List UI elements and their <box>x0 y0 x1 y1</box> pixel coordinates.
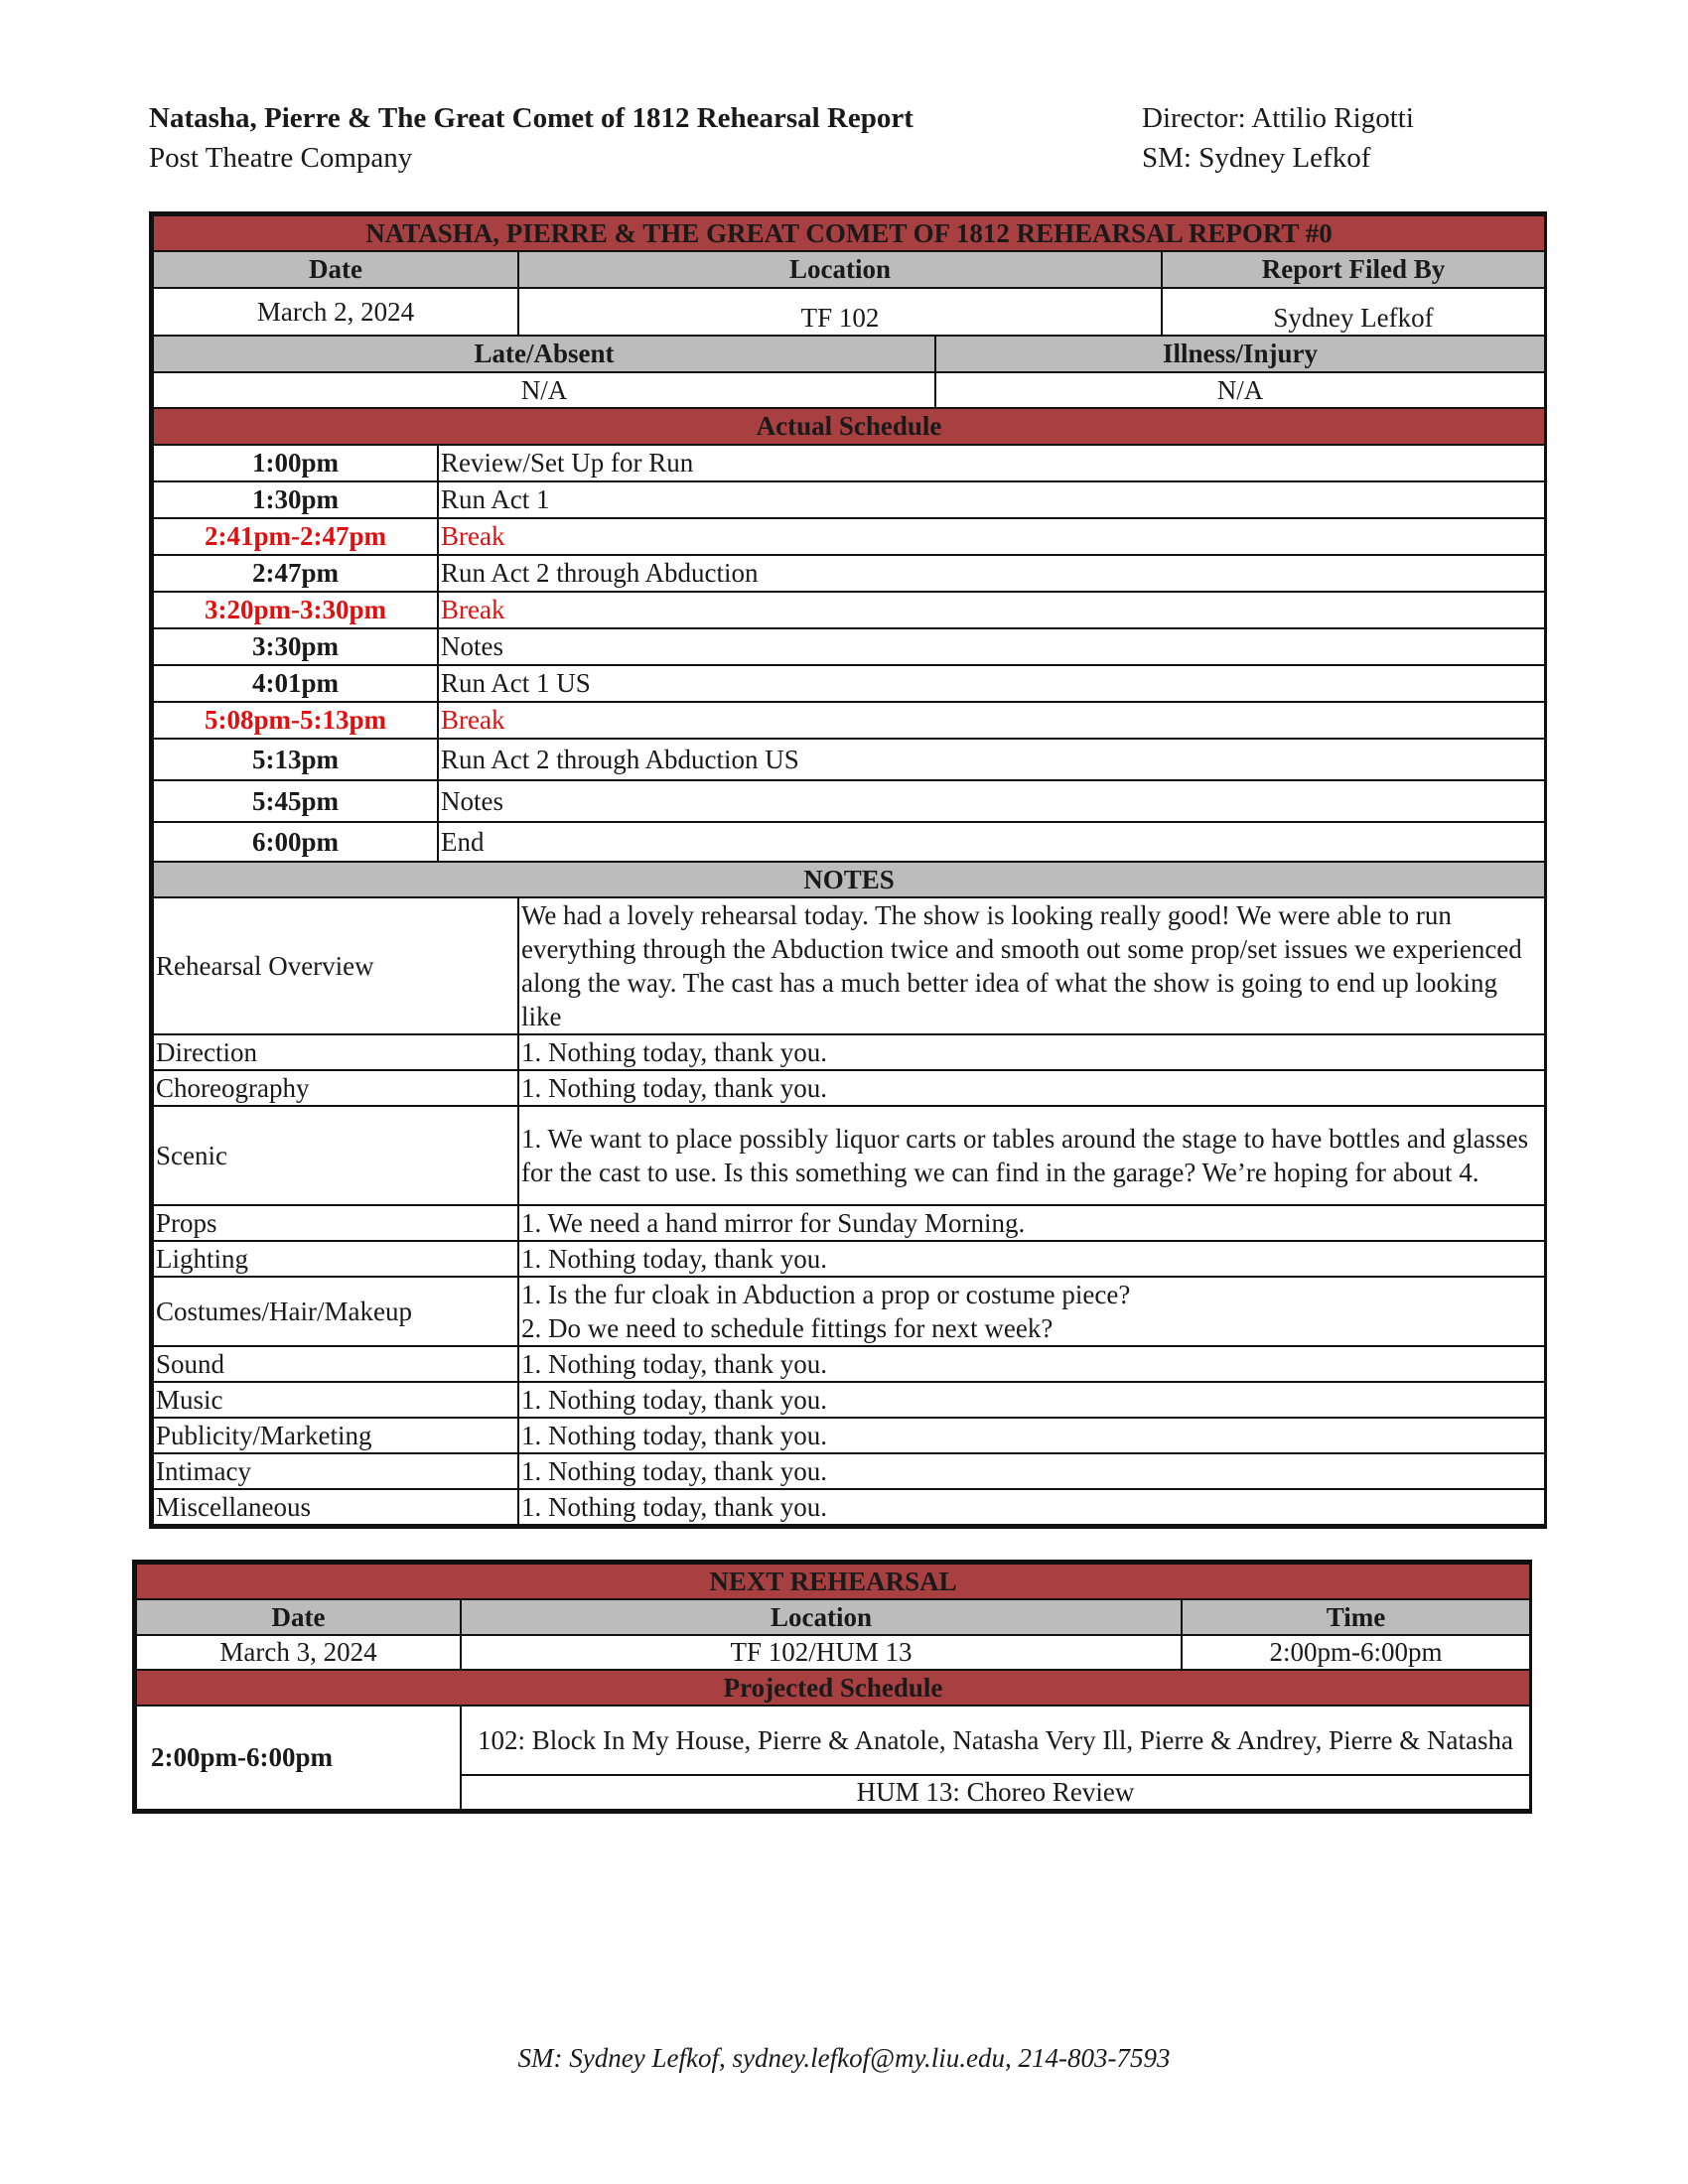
report-filed-by: Sydney Lefkof <box>1162 288 1545 336</box>
schedule-rows <box>153 445 1545 862</box>
illness-injury-header: Illness/Injury <box>935 336 1545 372</box>
notes-row <box>153 1241 1545 1277</box>
schedule-activity: Review/Set Up for Run <box>438 445 1545 481</box>
schedule-activity: Notes <box>438 780 1545 822</box>
notes-row <box>153 1205 1545 1241</box>
schedule-activity: Break <box>438 702 1545 739</box>
next-location-header: Location <box>461 1599 1182 1635</box>
schedule-time: 3:30pm <box>153 628 438 665</box>
notes-text <box>518 1106 1545 1205</box>
notes-row <box>153 1418 1545 1453</box>
schedule-time: 5:13pm <box>153 739 438 780</box>
notes-line: 1. Nothing today, thank you. <box>521 1492 827 1522</box>
notes-department: Costumes/Hair/Makeup <box>153 1277 518 1346</box>
notes-department: Scenic <box>153 1106 518 1205</box>
schedule-activity: End <box>438 822 1545 862</box>
notes-department: Lighting <box>153 1241 518 1277</box>
schedule-time: 1:30pm <box>153 481 438 518</box>
notes-line: 1. Nothing today, thank you. <box>521 1073 827 1103</box>
schedule-row <box>153 780 1545 822</box>
notes-text <box>518 1070 1545 1106</box>
notes-department: Publicity/Marketing <box>153 1418 518 1453</box>
notes-row <box>153 1070 1545 1106</box>
notes-text <box>518 1382 1545 1418</box>
date-header: Date <box>153 251 518 288</box>
notes-line: 1. Nothing today, thank you. <box>521 1456 827 1486</box>
notes-line: 1. We want to place possibly liquor carts or tables around the stage to have bottles and glasses for the cast to use. Is this something we can find in the garage? We’re hoping for about 4. <box>521 1124 1529 1187</box>
notes-line: 1. Nothing today, thank you. <box>521 1037 827 1067</box>
schedule-row <box>153 555 1545 592</box>
schedule-row <box>153 739 1545 780</box>
notes-rows <box>153 897 1545 1525</box>
notes-text <box>518 1034 1545 1070</box>
schedule-activity: Run Act 2 through Abduction <box>438 555 1545 592</box>
schedule-time: 5:08pm-5:13pm <box>153 702 438 739</box>
projected-time: 2:00pm-6:00pm <box>136 1706 461 1810</box>
notes-row <box>153 1277 1545 1346</box>
notes-row <box>153 1106 1545 1205</box>
notes-row <box>153 897 1545 1034</box>
director-name: Director: Attilio Rigotti <box>1142 102 1414 134</box>
schedule-activity: Run Act 2 through Abduction US <box>438 739 1545 780</box>
notes-row <box>153 1489 1545 1525</box>
actual-schedule-header: Actual Schedule <box>153 408 1545 445</box>
notes-line: 1. Nothing today, thank you. <box>521 1349 827 1379</box>
notes-row <box>153 1382 1545 1418</box>
schedule-activity: Notes <box>438 628 1545 665</box>
notes-line: 1. Is the fur cloak in Abduction a prop or costume piece? <box>521 1280 1131 1309</box>
filed-by-header: Report Filed By <box>1162 251 1545 288</box>
schedule-row <box>153 822 1545 862</box>
notes-text <box>518 1205 1545 1241</box>
notes-row <box>153 1034 1545 1070</box>
next-date-header: Date <box>136 1599 461 1635</box>
schedule-activity: Break <box>438 518 1545 555</box>
schedule-activity: Break <box>438 592 1545 628</box>
report-banner: NATASHA, PIERRE & THE GREAT COMET OF 1812 REHEARSAL REPORT #0 <box>153 215 1545 251</box>
late-absent-value: N/A <box>153 372 935 408</box>
schedule-activity: Run Act 1 US <box>438 665 1545 702</box>
notes-line: 1. We need a hand mirror for Sunday Morning. <box>521 1208 1026 1238</box>
notes-department: Miscellaneous <box>153 1489 518 1525</box>
report-title: Natasha, Pierre & The Great Comet of 1812 Rehearsal Report <box>149 102 914 134</box>
next-time: 2:00pm-6:00pm <box>1182 1635 1530 1670</box>
next-rehearsal-banner: NEXT REHEARSAL <box>136 1564 1530 1599</box>
next-rehearsal-table <box>132 1560 1532 1814</box>
notes-header: NOTES <box>153 862 1545 897</box>
illness-injury-value: N/A <box>935 372 1545 408</box>
notes-department: Direction <box>153 1034 518 1070</box>
footer-contact: SM: Sydney Lefkof, sydney.lefkof@my.liu.edu, 214-803-7593 <box>517 2043 1171 2073</box>
schedule-time: 3:20pm-3:30pm <box>153 592 438 628</box>
notes-department: Choreography <box>153 1070 518 1106</box>
schedule-time: 5:45pm <box>153 780 438 822</box>
next-date: March 3, 2024 <box>136 1635 461 1670</box>
notes-text <box>518 1277 1545 1346</box>
notes-line: 1. Nothing today, thank you. <box>521 1421 827 1450</box>
notes-text <box>518 897 1545 1034</box>
notes-text <box>518 1346 1545 1382</box>
notes-department: Intimacy <box>153 1453 518 1489</box>
schedule-row <box>153 665 1545 702</box>
schedule-row <box>153 628 1545 665</box>
projected-item: HUM 13: Choreo Review <box>461 1775 1530 1810</box>
notes-text <box>518 1418 1545 1453</box>
projected-item: 102: Block In My House, Pierre & Anatole, Natasha Very Ill, Pierre & Andrey, Pierre & Natasha <box>461 1706 1530 1775</box>
schedule-time: 4:01pm <box>153 665 438 702</box>
notes-line: We had a lovely rehearsal today. The show is looking really good! We were able to run everything through the Abduction twice and smooth out some prop/set issues we experienced along the way. The cast has a much better idea of what the show is going to end up looking like <box>521 900 1522 1031</box>
notes-text <box>518 1241 1545 1277</box>
next-time-header: Time <box>1182 1599 1530 1635</box>
next-location: TF 102/HUM 13 <box>461 1635 1182 1670</box>
notes-line: 2. Do we need to schedule fittings for next week? <box>521 1313 1054 1343</box>
notes-department: Props <box>153 1205 518 1241</box>
stage-manager-name: SM: Sydney Lefkof <box>1142 142 1371 174</box>
location-header: Location <box>518 251 1162 288</box>
schedule-time: 2:47pm <box>153 555 438 592</box>
notes-text <box>518 1489 1545 1525</box>
schedule-row <box>153 518 1545 555</box>
notes-department: Rehearsal Overview <box>153 897 518 1034</box>
projected-schedule-header: Projected Schedule <box>136 1670 1530 1706</box>
schedule-activity: Run Act 1 <box>438 481 1545 518</box>
notes-line: 1. Nothing today, thank you. <box>521 1385 827 1415</box>
notes-row <box>153 1346 1545 1382</box>
notes-row <box>153 1453 1545 1489</box>
report-location: TF 102 <box>518 288 1162 336</box>
rehearsal-report-table <box>149 211 1547 1529</box>
notes-department: Sound <box>153 1346 518 1382</box>
header-left <box>149 98 914 178</box>
report-date: March 2, 2024 <box>153 288 518 336</box>
notes-line: 1. Nothing today, thank you. <box>521 1244 827 1274</box>
schedule-time: 2:41pm-2:47pm <box>153 518 438 555</box>
schedule-row <box>153 445 1545 481</box>
late-absent-header: Late/Absent <box>153 336 935 372</box>
schedule-row <box>153 702 1545 739</box>
schedule-row <box>153 481 1545 518</box>
header-right <box>1142 98 1414 178</box>
notes-text <box>518 1453 1545 1489</box>
notes-department: Music <box>153 1382 518 1418</box>
schedule-row <box>153 592 1545 628</box>
company-name: Post Theatre Company <box>149 142 413 174</box>
schedule-time: 1:00pm <box>153 445 438 481</box>
schedule-time: 6:00pm <box>153 822 438 862</box>
